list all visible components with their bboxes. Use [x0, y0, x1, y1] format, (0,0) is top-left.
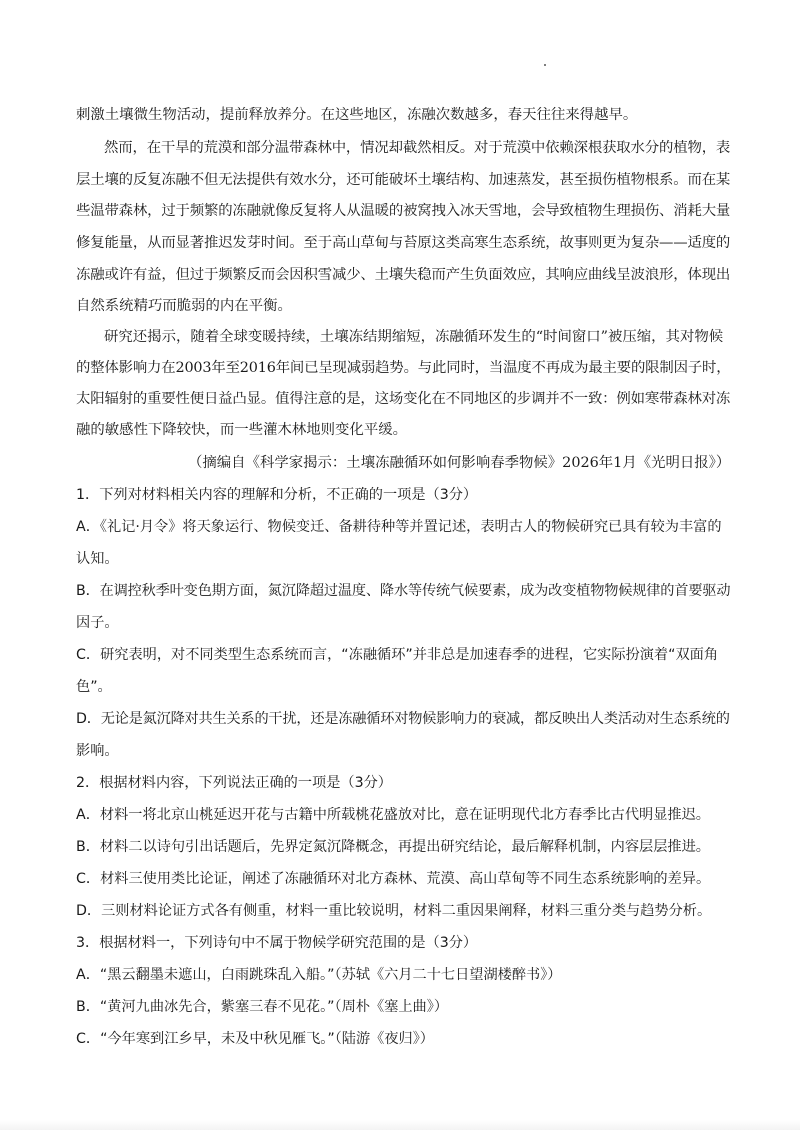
option-c-cont: 色”。 — [76, 679, 112, 695]
option-c: C．“今年寒到江乡早，未及中秋见雁飞。”（陆游《夜归》） — [76, 1031, 434, 1047]
passage-line: 自然系统精巧而脆弱的内在平衡。 — [76, 298, 292, 314]
option-d-cont: 影响。 — [76, 743, 119, 759]
passage-line: 冻融或许有益，但过于频繁反而会因积雪减少、土壤失稳而产生负面效应，其响应曲线呈波浪形，体现出 — [76, 267, 731, 283]
passage-line: 修复能量，从而显著推迟发芽时间。至于高山草甸与苔原这类高寒生态系统，故事则更为复杂——适度的 — [76, 235, 731, 251]
passage-line: 融的敏感性下降较快，而一些灌木林地则变化平缓。 — [76, 422, 407, 438]
option-c: C．研究表明，对不同类型生态系统而言，“冻融循环”并非总是加速春季的进程，它实际扮演着“双面角 — [76, 647, 719, 663]
question-stem: 1．下列对材料相关内容的理解和分析，不正确的一项是（3分） — [76, 487, 478, 503]
passage-line: 然而，在干旱的荒漠和部分温带森林中，情况却截然相反。对于荒漠中依赖深根获取水分的植物，表 — [104, 140, 731, 156]
option-c: C．材料三使用类比论证，阐述了冻融循环对北方森林、荒漠、高山草甸等不同生态系统影响的差异。 — [76, 871, 711, 887]
option-d: D．无论是氮沉降对共生关系的干扰，还是冻融循环对物候影响力的衰减，都反映出人类活动对生态系统的 — [76, 711, 730, 727]
scan-edge-shadow — [0, 1120, 800, 1130]
passage-line: 的整体影响力在2003年至2016年间已呈现减弱趋势。与此同时，当温度不再成为最主要的限制因子时， — [76, 360, 731, 376]
question-stem: 2．根据材料内容，下列说法正确的一项是（3分） — [76, 775, 392, 791]
passage-line: 层土壤的反复冻融不但无法提供有效水分，还可能破坏土壤结构、加速蒸发，甚至损伤植物根系。而在某 — [76, 172, 731, 188]
passage-source: （摘编自《科学家揭示：土壤冻融循环如何影响春季物候》2026年1月《光明日报》） — [188, 455, 731, 471]
option-a-cont: 认知。 — [76, 551, 119, 567]
option-b-cont: 因子。 — [76, 615, 119, 631]
option-b: B．材料二以诗句引出话题后，先界定氮沉降概念，再提出研究结论，最后解释机制，内容层层推进。 — [76, 839, 710, 855]
passage-line: 研究还揭示，随着全球变暖持续，土壤冻结期缩短，冻融循环发生的“时间窗口”被压缩，其对物候 — [104, 329, 724, 345]
option-a: A．材料一将北京山桃延迟开花与古籍中所载桃花盛放对比，意在证明现代北方春季比古代明显推迟。 — [76, 807, 710, 823]
option-a: A．“黑云翻墨未遮山，白雨跳珠乱入船。”（苏轼《六月二十七日望湖楼醉书》） — [76, 967, 562, 983]
option-b: B．在调控秋季叶变色期方面，氮沉降超过温度、降水等传统气候要素，成为改变植物物候规律的首要驱动 — [76, 583, 731, 599]
option-b: B．“黄河九曲冰先合，紫塞三春不见花。”（周朴《塞上曲》） — [76, 999, 449, 1015]
passage-line: 些温带森林，过于频繁的冻融就像反复将人从温暖的被窝拽入冰天雪地，会导致植物生理损伤、消耗大量 — [76, 203, 731, 219]
option-d: D．三则材料论证方式各有侧重，材料一重比较说明，材料二重因果阐释，材料三重分类与趋势分析。 — [76, 903, 712, 919]
passage-line: 太阳辐射的重要性便日益凸显。值得注意的是，这场变化在不同地区的步调并不一致：例如寒带森林对冻 — [76, 391, 731, 407]
option-a: A．《礼记·月令》将天象运行、物候变迁、备耕待种等并置记述，表明古人的物候研究已具有较为丰富的 — [76, 519, 722, 535]
scan-speck — [544, 64, 546, 66]
passage-line: 刺激土壤微生物活动，提前释放养分。在这些地区，冻融次数越多，春天往往来得越早。 — [76, 107, 638, 123]
question-stem: 3．根据材料一，下列诗句中不属于物候学研究范围的是（3分） — [76, 935, 478, 951]
